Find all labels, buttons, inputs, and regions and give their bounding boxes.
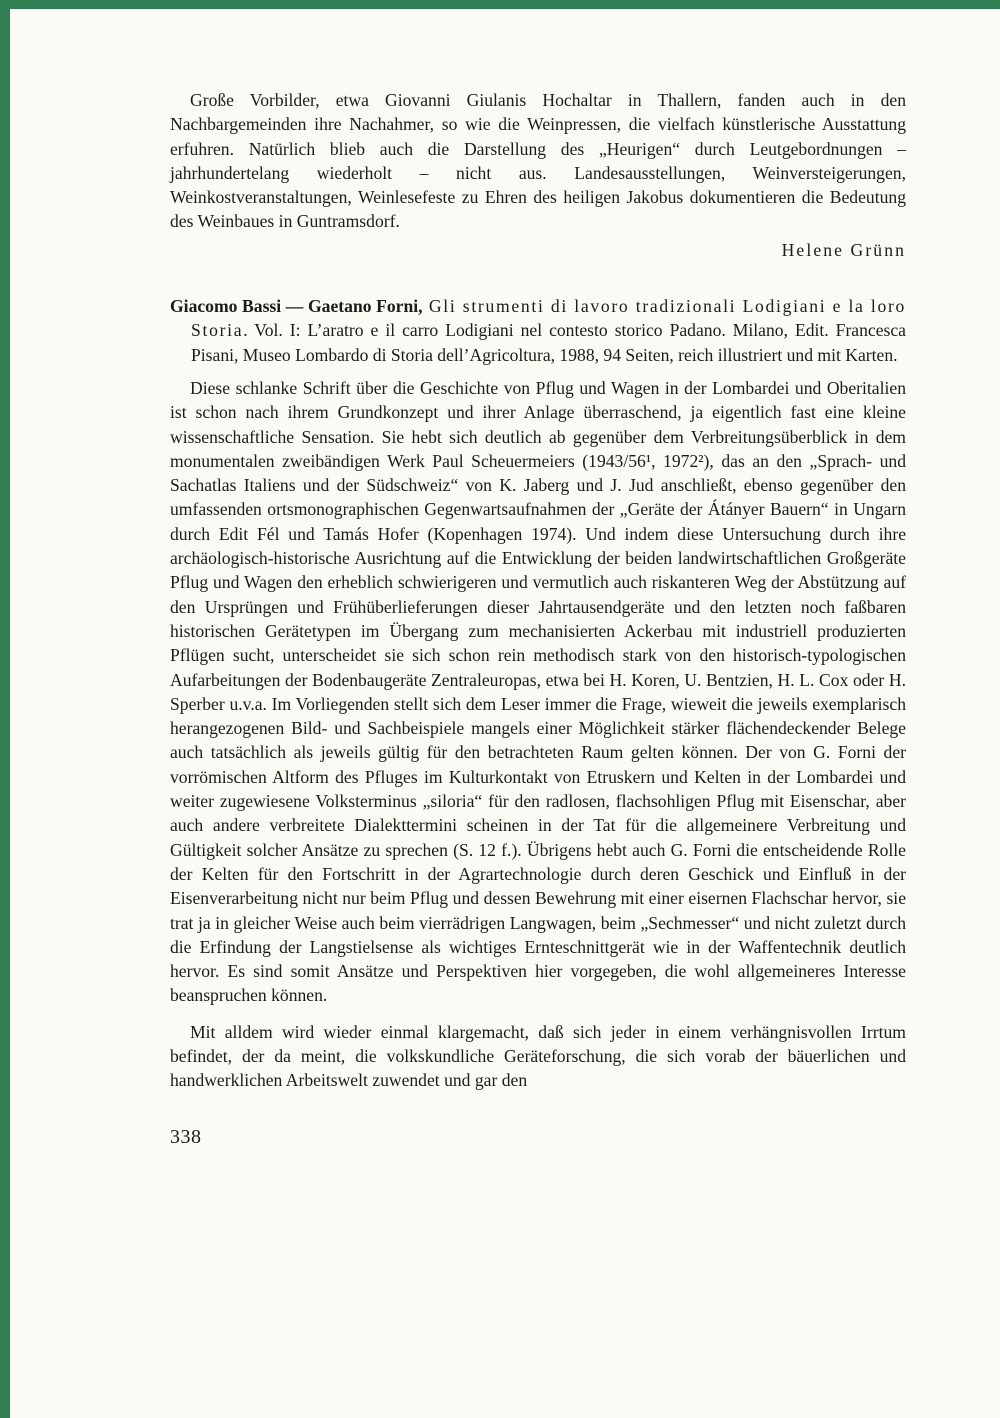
review-heading-details: . Vol. I: L’aratro e il carro Lodigiani nel contesto storico Padano. Milano, Edit. Francesca Pisani, Museo Lombardo di Storia dell’Agricoltura, 1988, 94 Seiten, reich illustriert und mit Karten. [191,320,906,365]
review-heading [170,294,906,367]
page-content [170,88,906,1149]
author-signature: Helene Grünn [781,239,906,260]
document-page [10,9,1000,1418]
review-paragraph-closing: Mit alldem wird wieder einmal klargemacht, daß sich jeder in einem verhängnisvollen Irrtum befindet, der da meint, die volkskundliche Geräteforschung, die sich vorab der bäuerlichen und handwerklichen Arbeitswelt zuwendet und gar den [170,1021,906,1091]
page-number: 338 [170,1125,202,1148]
body-paragraph-guntramsdorf: Große Vorbilder, etwa Giovanni Giulanis Hochaltar in Thallern, fanden auch in den Nachbargemeinden ihre Nachahmer, so wie die Weinpressen, die vielfach künstlerische Ausstattung erfuhren. Natürlich blieb auch die Darstellung des „Heurigen“ durch Leutgebordnungen – jahrhundertelang wiederholt – nicht aus. Landesausstellungen, Weinversteigerungen, Weinkostveranstaltungen, Weinlesefeste zu Ehren des heiligen Jakobus dokumentieren die Bedeutung des Weinbaues in Guntramsdorf. [170,90,906,232]
review-heading-authors: Giacomo Bassi — Gaetano Forni, [170,296,423,317]
review-heading-title: Gli strumenti di lavoro tradizionali Lodigiani e la loro Storia [191,296,906,341]
review-paragraph-main: Diese schlanke Schrift über die Geschichte von Pflug und Wagen in der Lombardei und Oberitalien ist schon nach ihrem Grundkonzept und ihrer Anlage überraschend, ja eigentlich fast eine kleine wissenschaftliche Sensation. Sie hebt sich deutlich ab gegenüber dem Verbreitungsüberblick in dem monumentalen zweibändigen Werk Paul Scheuermeiers (1943/56¹, 1972²), das an den „Sprach- und Sachatlas Italiens und der Südschweiz“ von K. Jaberg und J. Jud anschließt, ebenso gegenüber den umfassenden ortsmonographischen Gegenwartsaufnahmen der „Geräte der Átányer Bauern“ in Ungarn durch Edit Fél und Tamás Hofer (Kopenhagen 1974). Und indem diese Untersuchung durch ihre archäologisch-historische Ausrichtung auf die Entwicklung der beiden landwirtschaftlichen Großgeräte Pflug und Wagen den erheblich schwierigeren und vermutlich auch riskanteren Weg der Abstützung auf den Ursprüngen und Frühüberlieferungen dieser Jahrtausendgeräte und den letzten noch faßbaren historischen Gerätetypen im Übergang zum mechanisierten Ackerbau mit industriell produzierten Pflügen sucht, unterscheidet sie sich schon rein methodisch stark von den historisch-typologischen Aufarbeitungen der Bodenbaugeräte Zentraleuropas, etwa bei H. Koren, U. Bentzien, H. L. Cox oder H. Sperber u.v.a. Im Vorliegenden stellt sich dem Leser immer die Frage, wieweit die jeweils exemplarisch herangezogenen Bild- und Sachbeispiele mangels einer Möglichkeit stärker flächendeckender Belege auch tatsächlich als jeweils gültig für den betrachteten Raum gelten können. Der von G. Forni der vorrömischen Altform des Pfluges im Kulturkontakt von Etruskern und Kelten in der Lombardei und weiter zugewiesene Volksterminus „siloria“ für den radlosen, flachsohligen Pflug mit Eisenschar, aber auch andere verbreitete Dialekttermini scheinen in der Tat für die allgemeinere Verbreitung und Gültigkeit solcher Ansätze zu sprechen (S. 12 f.). Übrigens hebt auch G. Forni die entscheidende Rolle der Kelten für den Fortschritt in der Agrartechnologie durch deren Geschick und Einfluß in der Eisenverarbeitung nicht nur beim Pflug und dessen Bewehrung mit einer eisernen Flachschar hervor, sie trat ja in gleicher Weise auch beim vierrädrigen Langwagen, beim „Sechmesser“ und nicht zuletzt durch die Erfindung der Langstielsense als wichtiges Ernteschnittgerät wie in der Waffentechnik deutlich hervor. Es sind somit Ansätze und Perspektiven hier vorgegeben, die wohl allgemeineres Interesse beanspruchen können. [170,377,906,1006]
